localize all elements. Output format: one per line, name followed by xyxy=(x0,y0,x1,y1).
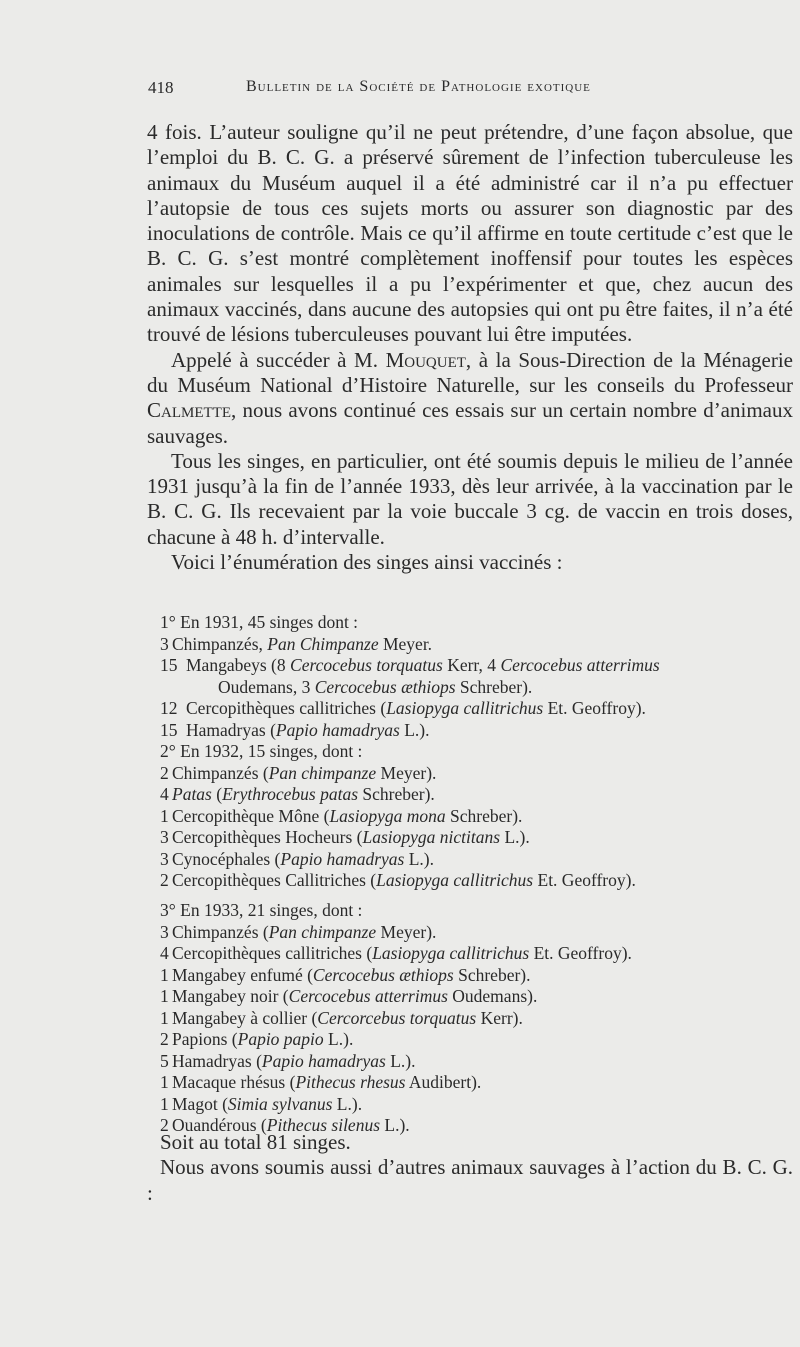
item-count: 2 xyxy=(160,870,169,890)
item-author: ( xyxy=(211,784,223,804)
item-latin-2: Cercocebus atterrimus xyxy=(500,655,660,675)
item-text: Mangabey noir ( xyxy=(172,986,289,1006)
item-count: 15 xyxy=(160,655,178,675)
item-author: Schreber). xyxy=(455,676,533,697)
list-item xyxy=(160,922,794,944)
item-text: Cynocéphales ( xyxy=(172,848,281,869)
item-author: Kerr, 4 xyxy=(442,655,501,675)
list-item xyxy=(160,965,794,987)
group-heading: 1° En 1931, 45 singes dont : xyxy=(160,612,359,632)
list-item xyxy=(160,1029,794,1051)
item-latin: Cercocebus æthiops xyxy=(312,964,454,985)
item-text: Cercopithèques Hocheurs ( xyxy=(172,827,363,847)
list-item xyxy=(160,784,794,806)
list-item xyxy=(160,1051,794,1073)
item-text: Cercopithèques callitriches ( xyxy=(186,698,387,718)
running-header xyxy=(148,78,794,102)
list-item xyxy=(160,1008,794,1030)
item-author: Audibert). xyxy=(405,1072,482,1092)
item-latin: Patas xyxy=(172,784,212,804)
item-author: L.). xyxy=(500,827,530,847)
item-latin: Pan chimpanze xyxy=(268,762,377,783)
item-latin: Pan chimpanze xyxy=(268,921,377,942)
item-text: Cercopithèques callitriches ( xyxy=(172,943,373,963)
item-count: 1 xyxy=(160,986,169,1006)
item-count: 2 xyxy=(160,1029,169,1049)
item-latin: Cercorcebus torquatus xyxy=(317,1007,477,1028)
item-latin: Pithecus rhesus xyxy=(295,1072,406,1092)
item-text: Hamadryas ( xyxy=(186,719,276,740)
item-text: Magot ( xyxy=(172,1093,228,1114)
item-text: Mangabey enfumé ( xyxy=(172,964,313,985)
item-text: Ouandérous ( xyxy=(172,1115,267,1135)
list-item xyxy=(160,986,794,1008)
closing-paragraph: Nous avons soumis aussi d’autres animaux sauvages à l’action du B. C. G. : xyxy=(147,1155,793,1205)
list-item xyxy=(160,634,794,656)
item-count: 1 xyxy=(160,964,169,985)
paragraph-1: 4 fois. L’auteur souligne qu’il ne peut prétendre, d’une façon absolue, que l’emploi du B. C. G. a préservé sûrement de l’infection tuberculeuse les animaux du Muséum auquel il a été administré car il n’a pu effectuer l’autopsie de tous ces sujets morts ou assurer son diagnostic par des inoculations de contrôle. Mais ce qu’il affirme en toute certitude c’est que le B. C. G. s’est montré complètement inoffensif pour toutes les espèces animales sur lesquelles il a pu l’expérimenter et que, chez aucun des animaux vaccinés, dans aucune des autopsies qui ont pu être faites, il n’a été trouvé de lésions tuberculeuses pouvant lui être imputées. xyxy=(147,120,793,347)
list-item xyxy=(160,1094,794,1116)
list-item xyxy=(160,870,794,892)
item-count: 3 xyxy=(160,633,169,654)
item-latin: Papio hamadryas xyxy=(280,848,405,869)
item-latin: Lasiopyga mona xyxy=(329,805,446,826)
item-author: Oudemans, 3 xyxy=(218,676,315,697)
item-text: Chimpanzés, xyxy=(172,633,268,654)
item-author: L.). xyxy=(385,1050,416,1071)
item-latin: Cercocebus torquatus xyxy=(290,655,443,675)
item-author: L.). xyxy=(323,1029,354,1049)
item-count: 15 xyxy=(160,719,178,740)
item-author: L.). xyxy=(380,1115,410,1135)
item-latin: Simia sylvanus xyxy=(227,1093,333,1114)
list-item xyxy=(160,806,794,828)
item-author: Et. Geoffroy). xyxy=(529,943,632,963)
item-text: Papions ( xyxy=(172,1029,238,1049)
paragraph-2-part-c: , nous avons continué ces essais sur un certain nombre d’animaux sauvages. xyxy=(147,398,793,448)
list-item xyxy=(160,763,794,785)
item-count: 4 xyxy=(160,784,169,804)
item-text: Macaque rhésus ( xyxy=(172,1072,296,1092)
item-author: Et. Geoffroy). xyxy=(543,698,646,718)
item-text: Mangabeys (8 xyxy=(186,655,291,675)
page-number: 418 xyxy=(148,78,174,97)
item-latin: Lasiopyga callitrichus xyxy=(372,943,530,963)
item-author: Kerr). xyxy=(476,1007,523,1028)
paragraph-2 xyxy=(147,348,793,449)
list-item xyxy=(160,827,794,849)
item-author: Meyer). xyxy=(376,921,437,942)
item-text: Mangabey à collier ( xyxy=(172,1007,318,1028)
item-author: Schreber). xyxy=(445,805,523,826)
paragraph-4: Voici l’énumération des singes ainsi vaccinés : xyxy=(171,550,563,575)
item-text: Cercopithèques Callitriches ( xyxy=(172,870,377,890)
list-item xyxy=(160,849,794,871)
list-item xyxy=(160,655,794,677)
item-latin: Papio hamadryas xyxy=(275,719,400,740)
conclusion-text xyxy=(147,1130,793,1206)
item-author: L.). xyxy=(332,1093,363,1114)
item-author: Oudemans). xyxy=(447,986,538,1006)
group-1932 xyxy=(160,741,794,892)
person-name-calmette: Calmette xyxy=(147,398,231,423)
journal-title: Bulletin de la Société de Pathologie exotique xyxy=(246,78,591,95)
group-heading: 2° En 1932, 15 singes, dont : xyxy=(160,741,363,761)
item-latin-2: Erythrocebus patas xyxy=(222,784,359,804)
item-latin: Pan Chimpanze xyxy=(267,633,379,654)
item-text: Hamadryas ( xyxy=(172,1050,262,1071)
item-latin: Pithecus silenus xyxy=(266,1115,381,1135)
item-author: Meyer. xyxy=(378,633,433,654)
item-count: 2 xyxy=(160,1115,169,1135)
item-latin: Lasiopyga nictitans xyxy=(362,827,501,847)
item-latin: Papio papio xyxy=(237,1029,324,1049)
item-author: Schreber). xyxy=(453,964,531,985)
item-text: Chimpanzés ( xyxy=(172,921,269,942)
item-count: 1 xyxy=(160,1007,169,1028)
item-latin: Lasiopyga callitrichus xyxy=(376,870,534,890)
item-author: L.). xyxy=(404,848,434,869)
item-count: 12 xyxy=(160,698,178,718)
item-latin: Lasiopyga callitrichus xyxy=(386,698,544,718)
item-latin: Cercocebus æthiops xyxy=(314,676,456,697)
list-item xyxy=(160,943,794,965)
item-text: Cercopithèque Mône ( xyxy=(172,805,330,826)
item-count: 3 xyxy=(160,827,169,847)
item-author: Schreber). xyxy=(358,784,435,804)
list-item xyxy=(160,1072,794,1094)
item-latin: Papio hamadryas xyxy=(261,1050,386,1071)
item-author: Et. Geoffroy). xyxy=(533,870,636,890)
item-text: Chimpanzés ( xyxy=(172,762,269,783)
item-count: 3 xyxy=(160,848,169,869)
item-count: 5 xyxy=(160,1050,169,1071)
group-1931 xyxy=(160,612,794,741)
paragraph-2-part-a: Appelé à succéder à M. xyxy=(171,347,386,372)
group-1933 xyxy=(160,900,794,1137)
list-item-continuation xyxy=(160,677,794,699)
list-item xyxy=(160,720,794,742)
paragraph-3: Tous les singes, en particulier, ont été soumis depuis le milieu de l’année 1931 jusqu’à la fin de l’année 1933, dès leur arrivée, à la vaccination par le B. C. G. Ils recevaient par la voie buccale 3 cg. de vaccin en trois doses, chacune à 48 h. d’intervalle. xyxy=(147,448,793,549)
item-latin: Cercocebus atterrimus xyxy=(288,986,448,1006)
item-author: L.). xyxy=(399,719,430,740)
item-count: 1 xyxy=(160,1072,169,1092)
item-count: 1 xyxy=(160,1093,169,1114)
paragraph-2-part-b: , à la Sous-Direction de la Ménagerie du Muséum National d’Histoire Naturelle, sur les conseils du Professeur xyxy=(147,347,794,397)
main-text xyxy=(147,120,793,575)
group-heading: 3° En 1933, 21 singes, dont : xyxy=(160,900,363,920)
item-author: Meyer). xyxy=(376,762,437,783)
item-count: 3 xyxy=(160,921,169,942)
list-item xyxy=(160,698,794,720)
item-count: 2 xyxy=(160,762,169,783)
item-count: 1 xyxy=(160,805,169,826)
item-count: 4 xyxy=(160,943,169,963)
total-line: Soit au total 81 singes. xyxy=(160,1130,351,1154)
person-name-mouquet: Mouquet xyxy=(385,347,466,372)
